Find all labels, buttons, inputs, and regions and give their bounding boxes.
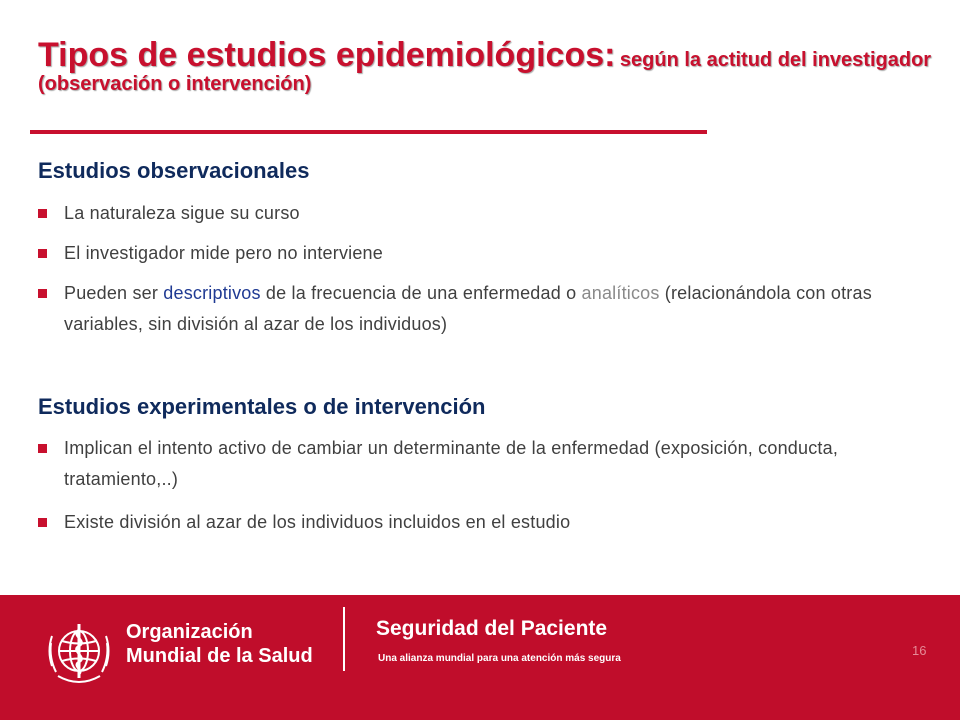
term-descriptivos: descriptivos	[163, 283, 261, 303]
bullet-square-icon	[38, 249, 47, 258]
bullet-text: La naturaleza sigue su curso	[64, 203, 300, 223]
title-underline	[30, 130, 707, 134]
section-heading-experimental: Estudios experimentales o de intervención	[38, 394, 486, 419]
bullet-text: Pueden ser descriptivos de la frecuencia de una enfermedad o analíticos (relacionándola con otras variables, sin división al azar de los individuos)	[64, 283, 872, 334]
bullet-item	[38, 198, 918, 229]
program-tagline: Una alianza mundial para una atención más segura	[378, 653, 621, 664]
bullet-square-icon	[38, 444, 47, 453]
slide-title-sub: según la actitud del investigador (observación o intervención)	[38, 49, 932, 95]
bullet-text: El investigador mide pero no interviene	[64, 243, 383, 263]
bullet-text: Implican el intento activo de cambiar un determinante de la enfermedad (exposición, conducta, tratamiento,..)	[64, 438, 839, 489]
bullet-square-icon	[38, 289, 47, 298]
bullet-item	[38, 238, 918, 269]
term-analiticos: analíticos	[581, 283, 660, 303]
org-name: Organización Mundial de la Salud	[126, 621, 313, 667]
footer-divider	[343, 607, 345, 671]
footer-banner	[0, 595, 960, 720]
section-heading-observational: Estudios observacionales	[38, 158, 310, 183]
page-number: 16	[912, 643, 927, 658]
program-name: Seguridad del Paciente	[376, 617, 608, 640]
bullet-text: Existe división al azar de los individuos incluidos en el estudio	[64, 512, 571, 532]
slide-title-main: Tipos de estudios epidemiológicos:	[38, 36, 616, 74]
bullet-item	[38, 507, 918, 538]
slide-title	[38, 38, 938, 95]
bullet-square-icon	[38, 518, 47, 527]
bullet-square-icon	[38, 209, 47, 218]
bullet-item	[38, 278, 918, 340]
who-emblem-icon	[38, 610, 120, 692]
bullet-item	[38, 433, 918, 495]
